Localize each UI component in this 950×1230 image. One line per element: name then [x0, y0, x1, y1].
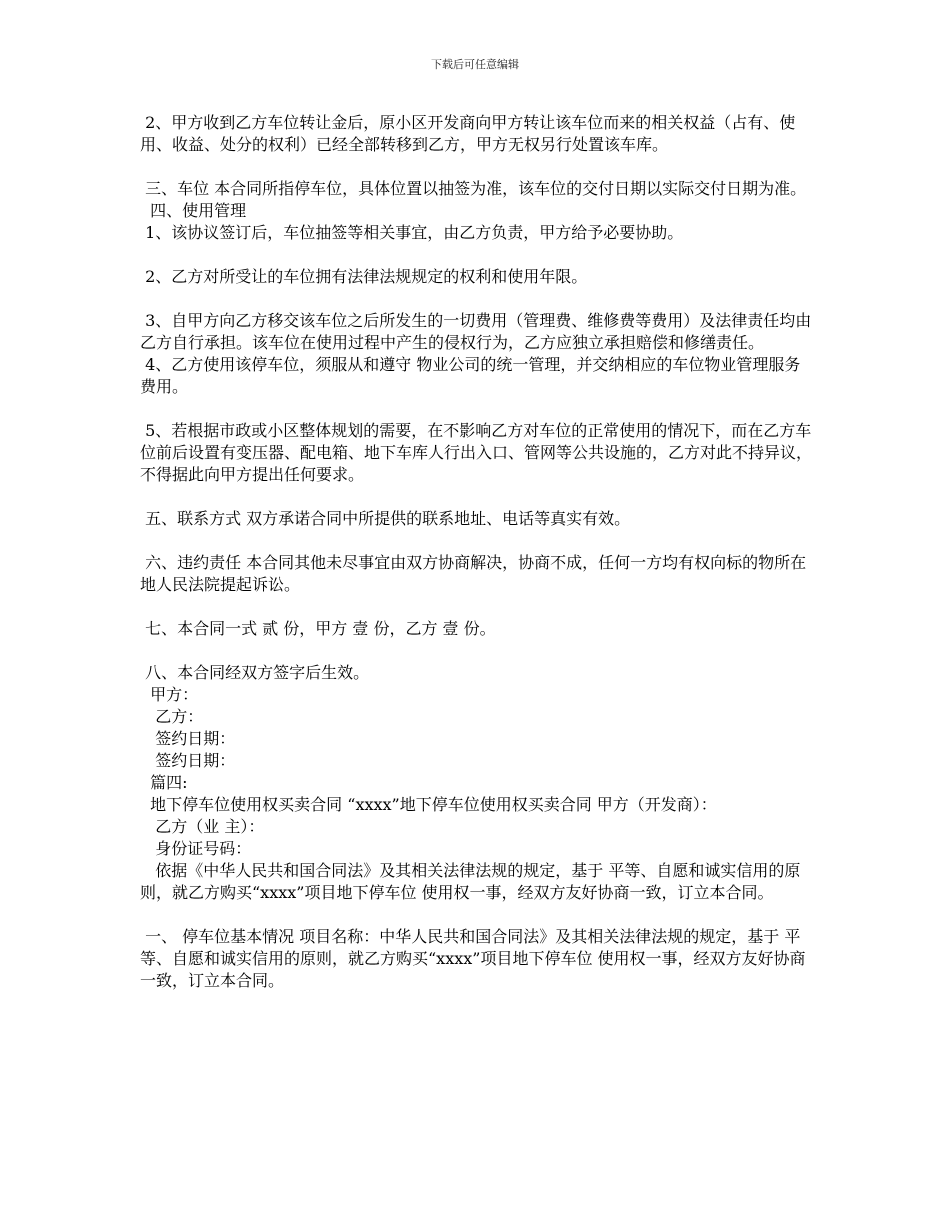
- paragraph-spacer: [140, 640, 816, 662]
- paragraph-spacer: [140, 486, 816, 508]
- paragraph-spacer: [140, 156, 816, 178]
- paragraph: 2、甲方收到乙方车位转让金后，原小区开发商向甲方转让该车位而来的相关权益（占有、使用、收益、处分的权利）已经全部转移到乙方，甲方无权另行处置该车库。: [140, 113, 796, 154]
- paragraph: 依据《中华人民共和国合同法》及其相关法律法规的规定，基于 平等、自愿和诚实信用的原则，就乙方购买“xxxx”项目地下停车位 使用权一事，经双方友好协商一致，订立本合同。: [140, 861, 801, 902]
- paragraph: 地下停车位使用权买卖合同 “xxxx”地下停车位使用权买卖合同 甲方（开发商）：: [140, 795, 717, 814]
- paragraph: 三、车位 本合同所指停车位，具体位置以抽签为准，该车位的交付日期以实际交付日期为准。: [140, 179, 807, 198]
- paragraph: 六、违约责任 本合同其他未尽事宜由双方协商解决，协商不成，任何一方均有权向标的物所在地人民法院提起诉讼。: [140, 553, 807, 594]
- paragraph: 甲方：: [140, 685, 199, 704]
- paragraph: 4、乙方使用该停车位，须服从和遵守 物业公司的统一管理，并交纳相应的车位物业管理服务费用。: [140, 355, 801, 396]
- paragraph: 3、自甲方向乙方移交该车位之后所发生的一切费用（管理费、维修费等费用）及法律责任均由乙方自行承担。该车位在使用过程中产生的侵权行为，乙方应独立承担赔偿和修缮责任。: [140, 311, 812, 352]
- paragraph-spacer: [140, 288, 816, 310]
- paragraph: 1、该协议签订后，车位抽签等相关事宜，由乙方负责，甲方给予必要协助。: [140, 223, 684, 242]
- document-body: [140, 112, 816, 992]
- paragraph: 八、本合同经双方签字后生效。: [140, 663, 370, 682]
- paragraph: 五、联系方式 双方承诺合同中所提供的联系地址、电话等真实有效。: [140, 509, 631, 528]
- paragraph: 篇四:: [140, 773, 188, 792]
- paragraph-spacer: [140, 904, 816, 926]
- paragraph-spacer: [140, 596, 816, 618]
- paragraph: 身份证号码：: [140, 839, 252, 858]
- paragraph: 四、使用管理: [140, 201, 247, 220]
- paragraph: 一、 停车位基本情况 项目名称：中华人民共和国合同法》及其相关法律法规的规定，基于 平等、自愿和诚实信用的原则，就乙方购买“xxxx”项目地下停车位 使用权一事，经双方友好协商一致，订立本合同。: [140, 927, 806, 990]
- paragraph: 5、若根据市政或小区整体规划的需要，在不影响乙方对车位的正常使用的情况下，而在乙方车位前后设置有变压器、配电箱、地下车库人行出入口、管网等公共设施的，乙方对此不持异议，不得据此向甲方提出任何要求。: [140, 421, 813, 484]
- paragraph-spacer: [140, 244, 816, 266]
- paragraph: 乙方：: [140, 707, 204, 726]
- paragraph-spacer: [140, 530, 816, 552]
- paragraph: 签约日期：: [140, 729, 236, 748]
- paragraph: 七、本合同一式 贰 份，甲方 壹 份，乙方 壹 份。: [140, 619, 496, 638]
- paragraph: 乙方（业 主）：: [140, 817, 265, 836]
- paragraph: 签约日期：: [140, 751, 236, 770]
- paragraph-spacer: [140, 398, 816, 420]
- paragraph: 2、乙方对所受让的车位拥有法律法规规定的权利和使用年限。: [140, 267, 588, 286]
- page-header: 下载后可任意编辑: [431, 58, 519, 71]
